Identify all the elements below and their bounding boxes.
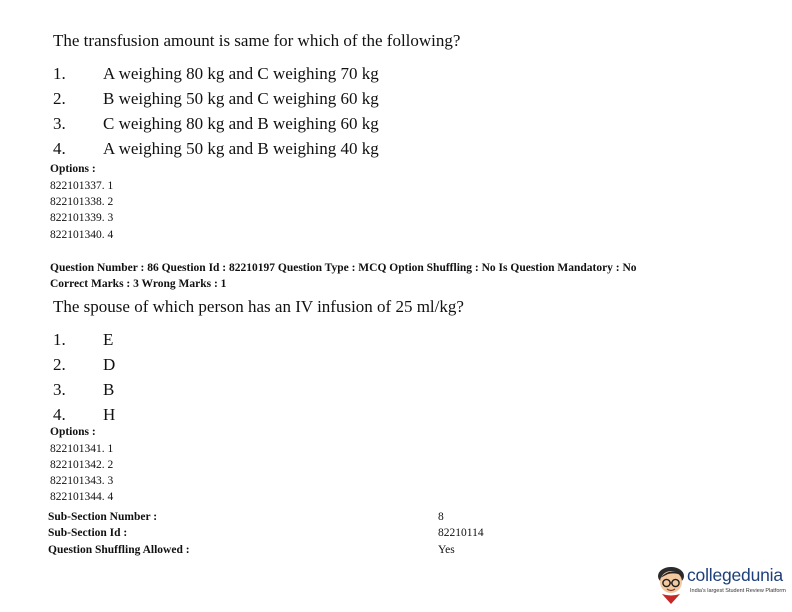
option-id: 822101342. 2 <box>50 459 114 471</box>
choice-number: 3. <box>53 114 66 133</box>
choice-number: 1. <box>53 330 66 349</box>
question-text: The spouse of which person has an IV infusion of 25 ml/kg? <box>53 297 464 316</box>
choice-number: 2. <box>53 89 66 108</box>
option-id: 822101340. 4 <box>50 229 114 241</box>
choice-text: C weighing 80 kg and B weighing 60 kg <box>103 114 379 133</box>
shuffling-allowed-label: Question Shuffling Allowed : <box>48 544 190 556</box>
choice-number: 1. <box>53 64 66 83</box>
question-marks: Correct Marks : 3 Wrong Marks : 1 <box>50 278 227 290</box>
option-id: 822101338. 2 <box>50 196 114 208</box>
option-id: 822101341. 1 <box>50 443 114 455</box>
question-meta: Question Number : 86 Question Id : 82210197 Question Type : MCQ Option Shuffling : No Is Question Mandatory : No <box>50 262 637 274</box>
options-label: Options : <box>50 426 96 438</box>
shuffling-allowed-value: Yes <box>438 544 455 556</box>
choice-text: A weighing 50 kg and B weighing 40 kg <box>103 139 379 158</box>
logo-wordmark: collegedunia <box>687 565 783 585</box>
choice-text: A weighing 80 kg and C weighing 70 kg <box>103 64 379 83</box>
choice-text: B weighing 50 kg and C weighing 60 kg <box>103 89 379 108</box>
question-text: The transfusion amount is same for which of the following? <box>53 31 461 50</box>
choice-text: H <box>103 405 116 424</box>
logo-tagline: India's largest Student Review Platform <box>690 588 786 594</box>
subsection-id-label: Sub-Section Id : <box>48 527 128 539</box>
choice-text: D <box>103 355 116 374</box>
mascot-icon <box>656 562 688 606</box>
collegedunia-logo <box>656 562 790 606</box>
choice-number: 4. <box>53 139 66 158</box>
subsection-number-label: Sub-Section Number : <box>48 511 158 523</box>
choice-number: 2. <box>53 355 66 374</box>
subsection-id-value: 82210114 <box>438 527 484 539</box>
choice-text: E <box>103 330 114 349</box>
option-id: 822101339. 3 <box>50 212 114 224</box>
choice-number: 4. <box>53 405 66 424</box>
option-id: 822101337. 1 <box>50 180 114 192</box>
choice-text: B <box>103 380 115 399</box>
options-label: Options : <box>50 163 96 175</box>
option-id: 822101344. 4 <box>50 491 114 503</box>
choice-number: 3. <box>53 380 66 399</box>
option-id: 822101343. 3 <box>50 475 114 487</box>
subsection-number-value: 8 <box>438 511 444 523</box>
